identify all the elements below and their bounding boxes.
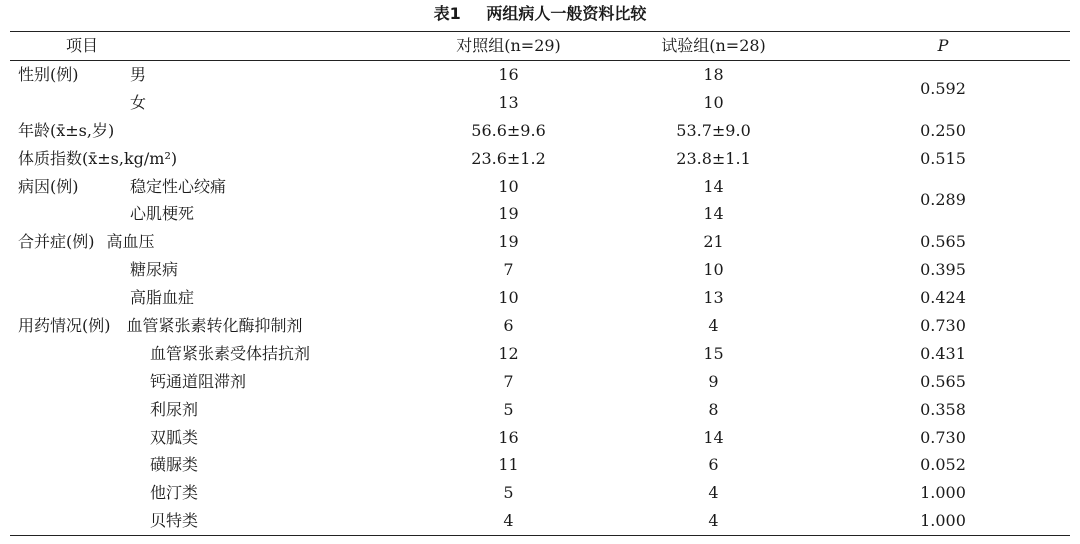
p-value: 0.730 bbox=[920, 427, 966, 447]
trial-value: 9 bbox=[708, 371, 719, 391]
control-value: 56.6±9.6 bbox=[471, 120, 546, 140]
control-value: 7 bbox=[503, 260, 514, 280]
p-value: 0.052 bbox=[920, 455, 966, 475]
row-group-label: 体质指数(x̄±s,kg/m²) bbox=[18, 148, 178, 168]
baseline-characteristics-table bbox=[10, 31, 1070, 536]
control-value: 12 bbox=[498, 343, 519, 363]
control-value: 16 bbox=[498, 427, 519, 447]
table-row bbox=[10, 424, 1070, 452]
trial-value: 8 bbox=[708, 399, 719, 419]
trial-value: 4 bbox=[708, 483, 719, 503]
row-group-label: 合并症(例) bbox=[18, 232, 95, 252]
trial-value: 10 bbox=[703, 260, 724, 280]
trial-value: 4 bbox=[708, 511, 719, 531]
control-value: 7 bbox=[503, 371, 514, 391]
control-value: 4 bbox=[503, 511, 514, 531]
table-row bbox=[10, 117, 1070, 145]
row-sub-label: 女 bbox=[130, 92, 147, 112]
table-row bbox=[10, 228, 1070, 256]
trial-value: 23.8±1.1 bbox=[676, 148, 751, 168]
trial-value: 4 bbox=[708, 315, 719, 335]
p-value: 0.431 bbox=[920, 343, 966, 363]
row-sub-label: 男 bbox=[130, 64, 147, 84]
table-row bbox=[10, 284, 1070, 312]
row-sub-label: 血管紧张素受体拮抗剂 bbox=[150, 343, 311, 363]
row-sub-label: 利尿剂 bbox=[150, 399, 199, 419]
control-value: 5 bbox=[503, 483, 514, 503]
row-sub-label: 稳定性心绞痛 bbox=[130, 176, 227, 196]
row-group-label: 病因(例) bbox=[18, 176, 79, 196]
p-value: 0.592 bbox=[920, 78, 966, 98]
row-sub-label: 钙通道阻滞剂 bbox=[150, 371, 247, 391]
row-sub-label: 他汀类 bbox=[150, 483, 199, 503]
p-value: 0.250 bbox=[920, 120, 966, 140]
trial-value: 14 bbox=[703, 204, 724, 224]
p-value: 0.565 bbox=[920, 232, 966, 252]
table-row bbox=[10, 312, 1070, 340]
trial-value: 14 bbox=[703, 176, 724, 196]
p-value: 0.289 bbox=[920, 190, 966, 210]
row-sub-label: 高脂血症 bbox=[130, 288, 195, 308]
table-title: 两组病人一般资料比较 bbox=[486, 4, 647, 23]
control-value: 16 bbox=[498, 64, 519, 84]
control-value: 6 bbox=[503, 315, 514, 335]
p-value: 0.565 bbox=[920, 371, 966, 391]
row-sub-label: 磺脲类 bbox=[150, 455, 199, 475]
row-sub-label: 双胍类 bbox=[150, 427, 199, 447]
control-value: 11 bbox=[498, 455, 519, 475]
p-value: 1.000 bbox=[920, 483, 966, 503]
trial-value: 13 bbox=[703, 288, 724, 308]
trial-value: 10 bbox=[703, 92, 724, 112]
table-caption bbox=[0, 4, 1080, 24]
row-group-label: 年龄(x̄±s,岁) bbox=[18, 120, 115, 140]
trial-value: 14 bbox=[703, 427, 724, 447]
table-row bbox=[10, 479, 1070, 507]
row-sub-label: 贝特类 bbox=[150, 511, 199, 531]
table-row bbox=[10, 368, 1070, 396]
control-value: 13 bbox=[498, 92, 519, 112]
row-sub-label: 心肌梗死 bbox=[130, 204, 195, 224]
p-value: 1.000 bbox=[920, 511, 966, 531]
header-item: 项目 bbox=[10, 32, 406, 61]
table-row bbox=[10, 61, 1070, 89]
row-sub-label: 糖尿病 bbox=[130, 260, 179, 280]
control-value: 5 bbox=[503, 399, 514, 419]
table-row bbox=[10, 507, 1070, 535]
p-value: 0.358 bbox=[920, 399, 966, 419]
table-number: 表1 bbox=[433, 4, 461, 23]
table-row bbox=[10, 451, 1070, 479]
row-group-label: 用药情况(例) bbox=[18, 315, 111, 335]
header-control-group: 对照组(n=29) bbox=[406, 32, 611, 61]
row-sub-label: 高血压 bbox=[106, 232, 155, 252]
p-value: 0.395 bbox=[920, 260, 966, 280]
header-p-value: P bbox=[816, 32, 1070, 61]
table-header-row bbox=[10, 32, 1070, 61]
p-value: 0.515 bbox=[920, 148, 966, 168]
table-row bbox=[10, 340, 1070, 368]
control-value: 19 bbox=[498, 204, 519, 224]
table-row bbox=[10, 396, 1070, 424]
trial-value: 21 bbox=[703, 232, 724, 252]
control-value: 10 bbox=[498, 176, 519, 196]
trial-value: 53.7±9.0 bbox=[676, 120, 751, 140]
p-value: 0.424 bbox=[920, 288, 966, 308]
header-trial-group: 试验组(n=28) bbox=[611, 32, 816, 61]
trial-value: 15 bbox=[703, 343, 724, 363]
control-value: 10 bbox=[498, 288, 519, 308]
p-value: 0.730 bbox=[920, 315, 966, 335]
table-row bbox=[10, 173, 1070, 201]
trial-value: 6 bbox=[708, 455, 719, 475]
row-sub-label: 血管紧张素转化酶抑制剂 bbox=[126, 315, 303, 335]
trial-value: 18 bbox=[703, 64, 724, 84]
table-row bbox=[10, 145, 1070, 173]
table-row bbox=[10, 256, 1070, 284]
row-group-label: 性别(例) bbox=[18, 64, 79, 84]
control-value: 19 bbox=[498, 232, 519, 252]
control-value: 23.6±1.2 bbox=[471, 148, 546, 168]
